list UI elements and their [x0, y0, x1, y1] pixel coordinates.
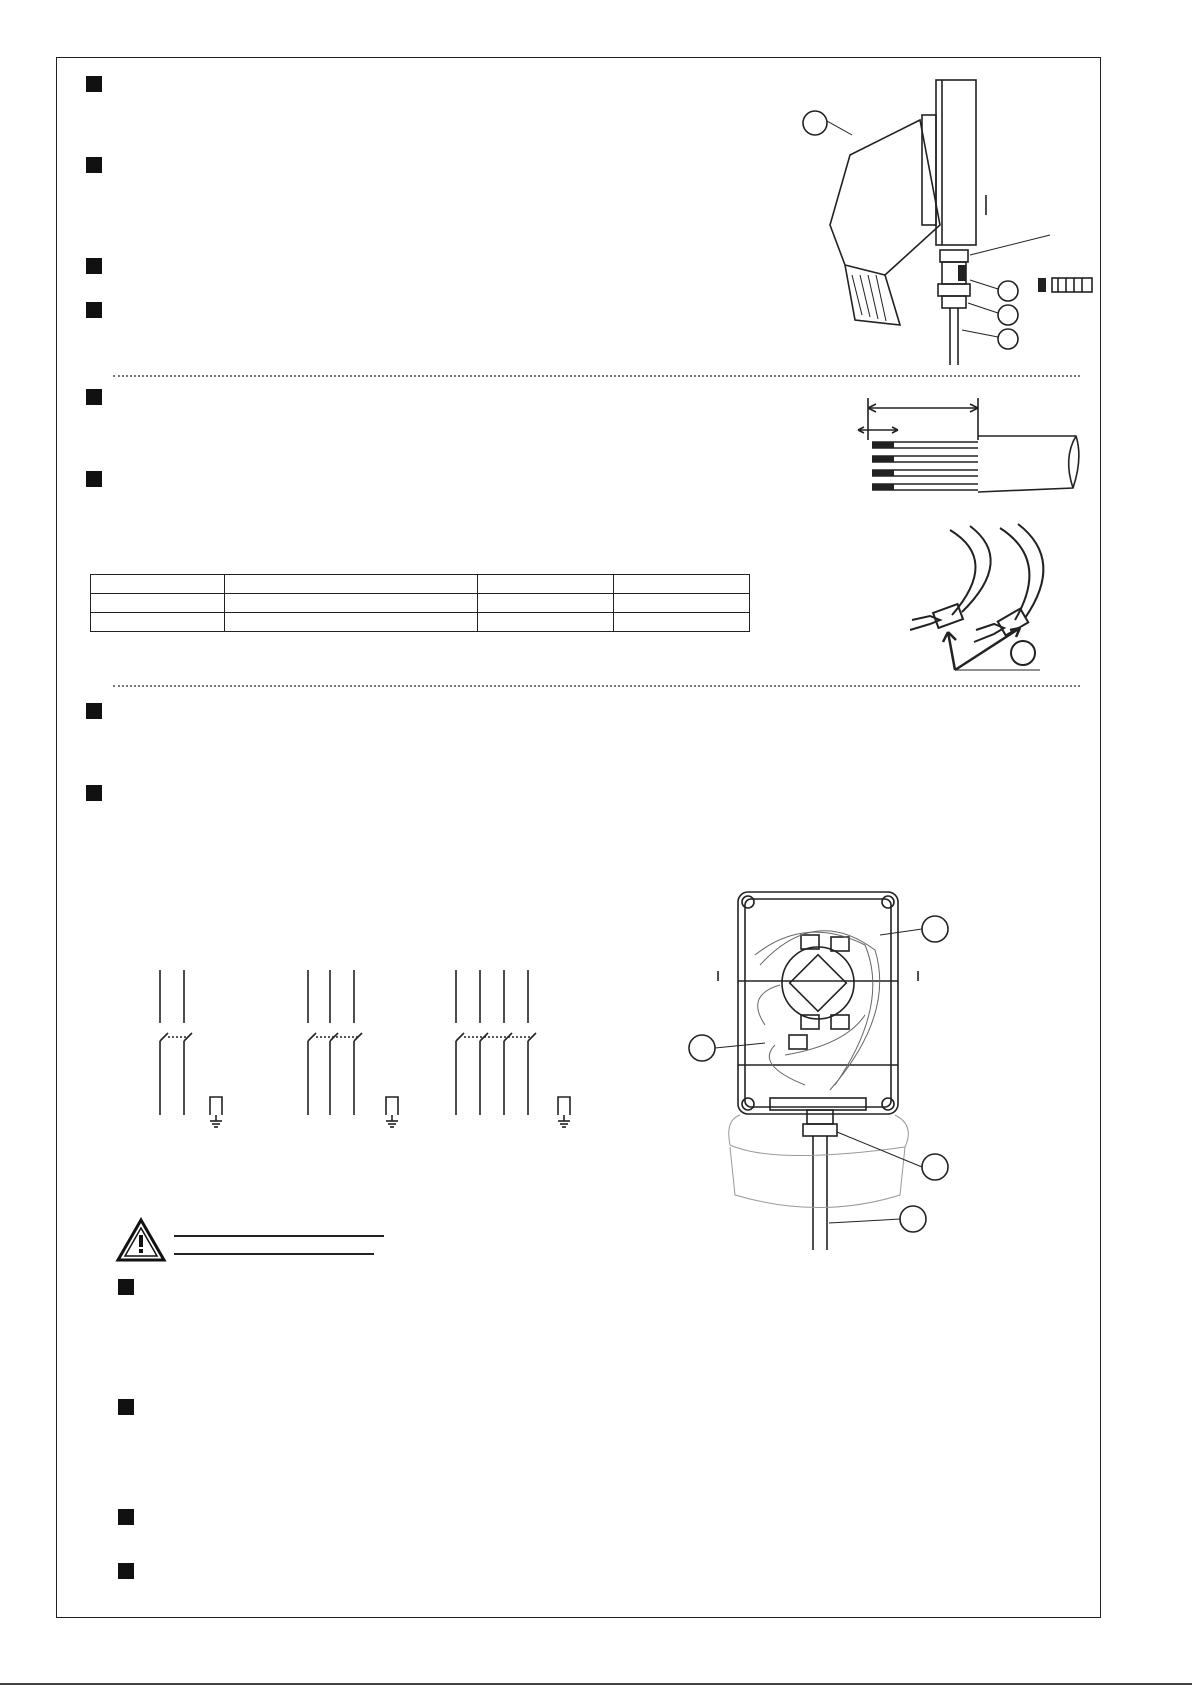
table-cell: [614, 594, 750, 613]
table-cell: [224, 594, 478, 613]
table-cell: [614, 575, 750, 594]
table-row: [91, 575, 750, 594]
step-marker-4: [86, 302, 102, 318]
step-marker-6: [86, 471, 102, 487]
step-marker-5: [86, 389, 102, 405]
warning-heading-rule: [174, 1235, 384, 1237]
crimp-fork-terminals: [890, 520, 1090, 670]
step-marker-3: [86, 258, 102, 274]
warning-marker-2: [118, 1399, 134, 1415]
warning-triangle-icon: [116, 1218, 166, 1262]
step-marker-8: [86, 785, 102, 801]
table-cell: [91, 594, 225, 613]
enclosure-front-view-wired: [685, 885, 955, 1255]
warning-marker-1: [118, 1279, 134, 1295]
spec-table: [90, 574, 750, 632]
step-marker-2: [86, 157, 102, 173]
table-cell: [224, 575, 478, 594]
warning-marker-3: [118, 1509, 134, 1525]
warning-marker-4: [118, 1563, 134, 1579]
table-cell: [478, 613, 614, 632]
wiring-schematics-2p-3p-4p: [150, 965, 600, 1135]
section-divider-1: [113, 375, 1080, 377]
table-cell: [91, 613, 225, 632]
table-cell: [91, 575, 225, 594]
section-divider-2: [113, 685, 1080, 687]
cable-strip-lengths: [858, 398, 1088, 503]
step-marker-7: [86, 703, 102, 719]
table-row: [91, 613, 750, 632]
table-row: [91, 594, 750, 613]
table-cell: [224, 613, 478, 632]
side-view-socket-mounting: [790, 75, 1110, 370]
table-cell: [478, 594, 614, 613]
step-marker-1: [86, 76, 102, 92]
table-cell: [478, 575, 614, 594]
warning-heading-rule-2: [174, 1253, 374, 1255]
table-cell: [614, 613, 750, 632]
